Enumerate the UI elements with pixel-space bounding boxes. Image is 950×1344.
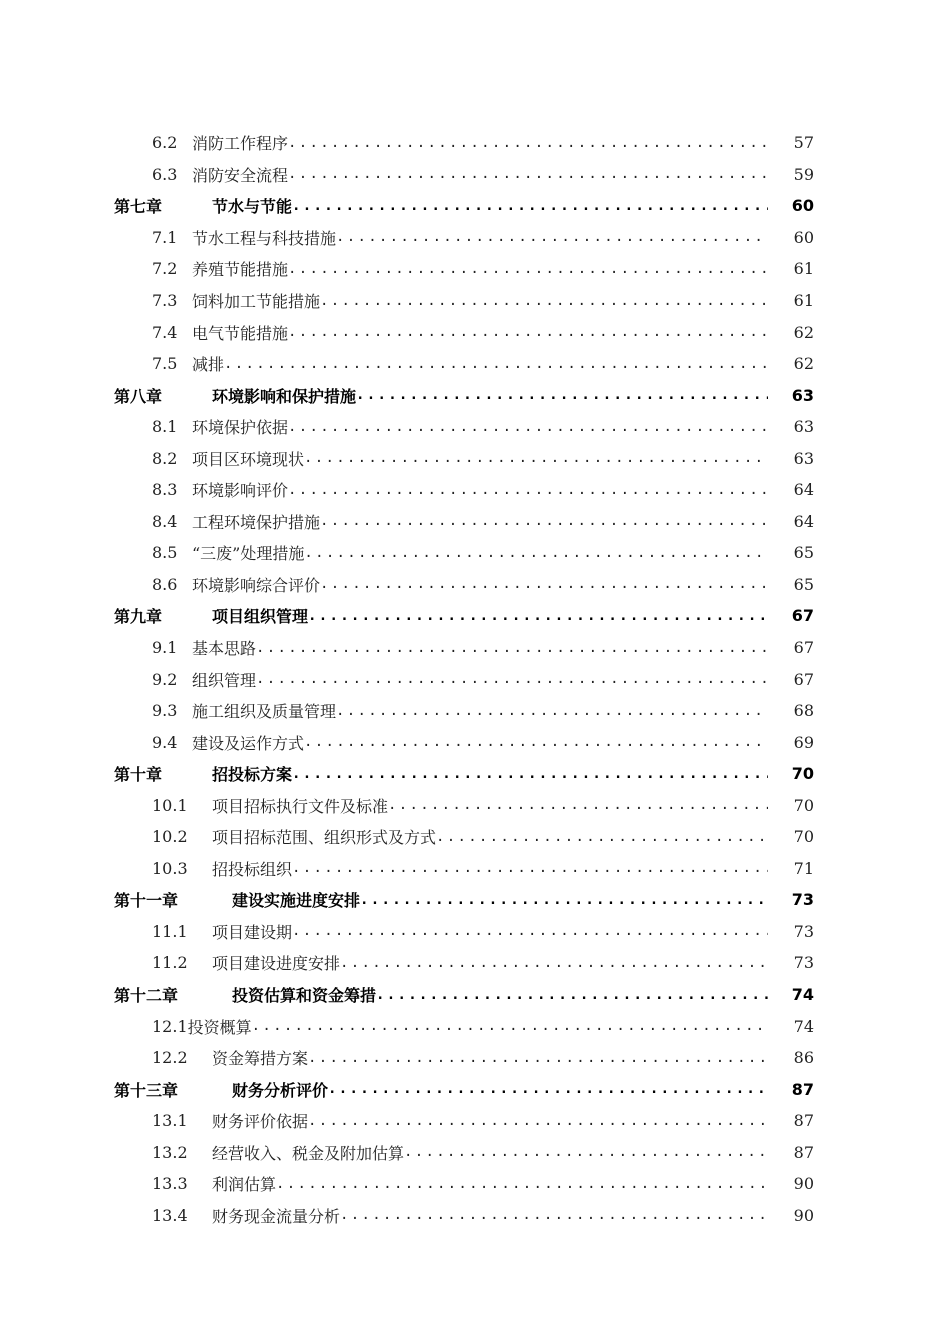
section-number: 7.5 xyxy=(152,354,178,374)
dot-leader xyxy=(436,829,768,845)
toc-section-entry[interactable] xyxy=(114,127,814,159)
section-number: 13.4 xyxy=(152,1205,188,1225)
section-title: 基本思路 xyxy=(192,639,257,659)
section-title: 财务现金流量分析 xyxy=(212,1206,341,1226)
section-number: 7.3 xyxy=(152,291,178,310)
section-title: 项目建设进度安排 xyxy=(212,954,341,974)
section-title: 项目招标范围、组织形式及方式 xyxy=(212,828,437,848)
dot-leader xyxy=(308,608,768,624)
chapter-title: 财务分析评价 xyxy=(232,1080,329,1100)
section-title: 组织管理 xyxy=(192,670,257,690)
page-number: 70 xyxy=(793,827,814,847)
dot-leader xyxy=(256,671,768,687)
page-number: 60 xyxy=(793,227,814,247)
dot-leader xyxy=(292,198,768,214)
page-number: 63 xyxy=(791,385,814,405)
dot-leader xyxy=(308,1113,768,1129)
section-number: 10.3 xyxy=(152,858,188,878)
dot-leader xyxy=(292,860,768,876)
page-number: 61 xyxy=(793,291,814,310)
page-number: 87 xyxy=(791,1079,814,1099)
section-title: 项目建设期 xyxy=(212,922,293,942)
page-number: 67 xyxy=(793,669,814,689)
toc-chapter-entry[interactable] xyxy=(114,979,814,1011)
toc-section-entry[interactable] xyxy=(114,947,814,979)
toc-chapter-entry[interactable] xyxy=(114,1073,814,1105)
chapter-number: 第十一章 xyxy=(114,891,179,911)
section-number: 9.4 xyxy=(152,732,178,752)
page-number: 64 xyxy=(793,511,814,531)
dot-leader xyxy=(288,135,768,151)
toc-section-entry[interactable] xyxy=(114,442,814,474)
page-number: 68 xyxy=(793,701,814,721)
toc-section-entry[interactable] xyxy=(114,285,814,317)
page-number: 60 xyxy=(791,196,814,216)
section-number: 7.4 xyxy=(152,322,178,342)
toc-section-entry[interactable] xyxy=(114,789,814,821)
section-title: 饲料加工节能措施 xyxy=(192,292,321,311)
chapter-number: 第九章 xyxy=(114,607,163,627)
section-title: “三废”处理措施 xyxy=(192,544,305,564)
section-title: 项目区环境现状 xyxy=(192,449,305,469)
section-title: 财务评价依据 xyxy=(212,1112,309,1132)
page-number: 87 xyxy=(793,1111,814,1131)
section-title: 招投标组织 xyxy=(212,859,293,879)
section-number: 8.6 xyxy=(152,574,178,594)
toc-section-entry[interactable] xyxy=(114,726,814,758)
toc-section-entry[interactable] xyxy=(114,1168,814,1200)
page-number: 90 xyxy=(793,1174,814,1194)
dot-leader xyxy=(252,1018,768,1034)
toc-section-entry[interactable] xyxy=(114,853,814,885)
dot-leader xyxy=(336,703,768,719)
toc-section-entry[interactable] xyxy=(114,253,814,285)
page-number: 86 xyxy=(793,1048,814,1068)
section-number: 7.1 xyxy=(152,227,178,247)
toc-section-entry[interactable] xyxy=(114,569,814,601)
page-number: 71 xyxy=(793,858,814,878)
page-number: 70 xyxy=(791,764,814,784)
toc-section-entry[interactable] xyxy=(114,695,814,727)
chapter-number: 第十二章 xyxy=(114,986,179,1006)
section-number: 10.2 xyxy=(152,827,188,847)
section-title: 养殖节能措施 xyxy=(192,260,289,280)
toc-section-entry[interactable] xyxy=(114,1200,814,1232)
section-title: 建设及运作方式 xyxy=(192,733,305,753)
toc-chapter-entry[interactable] xyxy=(114,884,814,916)
dot-leader xyxy=(388,797,768,813)
dot-leader xyxy=(376,987,768,1003)
section-title: 资金筹措方案 xyxy=(212,1049,309,1069)
dot-leader xyxy=(292,923,768,939)
page-number: 62 xyxy=(793,354,814,374)
toc-chapter-entry[interactable] xyxy=(114,379,814,411)
chapter-title: 招投标方案 xyxy=(212,765,293,785)
section-number: 10.1 xyxy=(152,795,188,815)
section-number: 8.2 xyxy=(152,448,178,468)
section-number: 7.2 xyxy=(152,259,178,279)
dot-leader xyxy=(288,419,768,435)
dot-leader xyxy=(304,734,768,750)
page-number: 74 xyxy=(791,985,814,1005)
dot-leader xyxy=(288,324,768,340)
dot-leader xyxy=(288,261,768,277)
toc-chapter-entry[interactable] xyxy=(114,190,814,222)
chapter-title: 建设实施进度安排 xyxy=(232,891,361,911)
section-title: 节水工程与科技措施 xyxy=(192,228,337,248)
dot-leader xyxy=(336,229,768,245)
dot-leader xyxy=(308,1050,768,1066)
toc-section-entry[interactable] xyxy=(114,1010,814,1042)
page-number: 61 xyxy=(793,259,814,279)
section-number: 11.2 xyxy=(152,953,188,973)
chapter-number: 第十三章 xyxy=(114,1080,179,1100)
page-number: 67 xyxy=(793,638,814,658)
toc-section-entry[interactable] xyxy=(114,916,814,948)
section-number: 13.3 xyxy=(152,1174,188,1194)
section-title: 消防安全流程 xyxy=(192,165,289,185)
page-number: 90 xyxy=(793,1205,814,1225)
page-number: 67 xyxy=(791,606,814,626)
section-title: 减排 xyxy=(192,355,225,375)
section-number: 8.1 xyxy=(152,417,178,437)
section-number: 13.1 xyxy=(152,1111,188,1131)
table-of-contents xyxy=(114,127,814,1231)
toc-section-entry[interactable] xyxy=(114,348,814,380)
section-title: 施工组织及质量管理 xyxy=(192,702,337,722)
dot-leader xyxy=(356,387,768,403)
dot-leader xyxy=(320,513,768,529)
toc-section-entry[interactable] xyxy=(114,1137,814,1169)
dot-leader xyxy=(340,1207,768,1223)
dot-leader xyxy=(320,576,768,592)
dot-leader xyxy=(304,545,768,561)
section-number: 6.2 xyxy=(152,133,178,153)
toc-section-entry[interactable] xyxy=(114,474,814,506)
section-number: 13.2 xyxy=(152,1142,188,1162)
chapter-title: 环境影响和保护措施 xyxy=(212,386,357,406)
page-number: 65 xyxy=(793,543,814,563)
section-title: 工程环境保护措施 xyxy=(192,512,321,532)
toc-section-entry[interactable] xyxy=(114,222,814,254)
section-number: 11.1 xyxy=(152,921,188,941)
chapter-number: 第十章 xyxy=(114,765,163,785)
section-title: 投资概算 xyxy=(187,1017,252,1037)
dot-leader xyxy=(320,293,768,309)
section-title: 环境影响综合评价 xyxy=(192,575,321,595)
section-title: 消防工作程序 xyxy=(192,134,289,154)
page-number: 70 xyxy=(793,795,814,815)
section-number: 8.3 xyxy=(152,480,178,500)
section-number: 9.3 xyxy=(152,701,178,721)
page-number: 59 xyxy=(793,164,814,184)
section-number: 12.2 xyxy=(152,1048,188,1068)
toc-chapter-entry[interactable] xyxy=(114,600,814,632)
section-number: 9.1 xyxy=(152,638,178,658)
chapter-title: 节水与节能 xyxy=(212,197,293,217)
chapter-title: 项目组织管理 xyxy=(212,607,309,627)
page-number: 57 xyxy=(793,133,814,153)
chapter-title: 投资估算和资金筹措 xyxy=(232,986,377,1006)
dot-leader xyxy=(288,482,768,498)
page-number: 65 xyxy=(793,574,814,594)
page-number: 73 xyxy=(791,890,814,910)
dot-leader xyxy=(328,1081,768,1097)
section-number: 12.1 xyxy=(152,1016,188,1036)
dot-leader xyxy=(276,1176,768,1192)
toc-section-entry[interactable] xyxy=(114,316,814,348)
toc-section-entry[interactable] xyxy=(114,821,814,853)
section-title: 电气节能措施 xyxy=(192,323,289,343)
page-number: 73 xyxy=(793,921,814,941)
section-number: 8.5 xyxy=(152,543,178,563)
page-number: 69 xyxy=(793,732,814,752)
page-number: 74 xyxy=(793,1016,814,1036)
toc-section-entry[interactable] xyxy=(114,159,814,191)
page-number: 62 xyxy=(793,322,814,342)
toc-section-entry[interactable] xyxy=(114,663,814,695)
page-number: 73 xyxy=(793,953,814,973)
dot-leader xyxy=(224,356,768,372)
page-number: 87 xyxy=(793,1142,814,1162)
section-title: 环境保护依据 xyxy=(192,418,289,438)
dot-leader xyxy=(360,892,768,908)
section-number: 9.2 xyxy=(152,669,178,689)
section-title: 利润估算 xyxy=(212,1175,277,1195)
page-number: 64 xyxy=(793,480,814,500)
dot-leader xyxy=(288,166,768,182)
toc-section-entry[interactable] xyxy=(114,632,814,664)
toc-section-entry[interactable] xyxy=(114,537,814,569)
toc-chapter-entry[interactable] xyxy=(114,758,814,790)
dot-leader xyxy=(256,640,768,656)
section-title: 经营收入、税金及附加估算 xyxy=(212,1143,405,1163)
section-title: 项目招标执行文件及标准 xyxy=(212,796,389,816)
toc-section-entry[interactable] xyxy=(114,1042,814,1074)
toc-section-entry[interactable] xyxy=(114,411,814,443)
chapter-number: 第八章 xyxy=(114,386,163,406)
page-number: 63 xyxy=(793,417,814,437)
section-number: 8.4 xyxy=(152,511,178,531)
dot-leader xyxy=(304,450,768,466)
section-title: 环境影响评价 xyxy=(192,481,289,501)
chapter-number: 第七章 xyxy=(114,197,163,217)
page-number: 63 xyxy=(793,448,814,468)
toc-section-entry[interactable] xyxy=(114,506,814,538)
section-number: 6.3 xyxy=(152,164,178,184)
dot-leader xyxy=(404,1144,768,1160)
dot-leader xyxy=(292,766,768,782)
dot-leader xyxy=(340,955,768,971)
toc-section-entry[interactable] xyxy=(114,1105,814,1137)
